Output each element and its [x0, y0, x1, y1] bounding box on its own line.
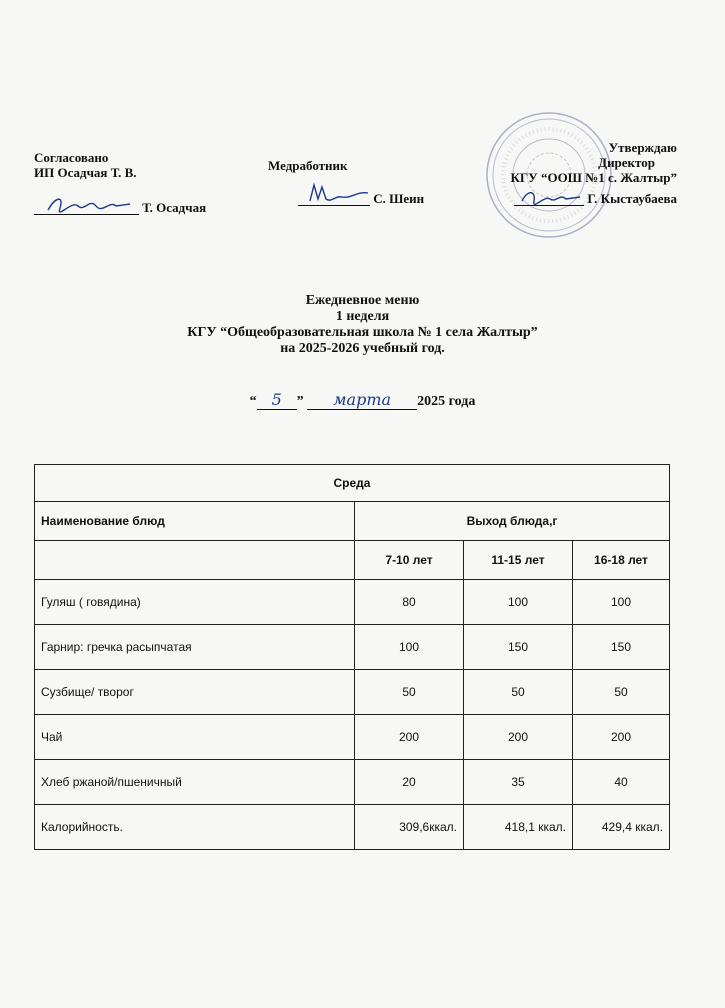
dish-name: Гарнир: гречка расыпчатая [35, 625, 355, 670]
medworker-label: Медработник [268, 158, 348, 173]
approved-signature-icon [518, 187, 584, 207]
dish-value: 80 [355, 580, 464, 625]
dish-name: Калорийность. [35, 805, 355, 850]
approved-signature-line [514, 189, 584, 206]
agreed-signature-icon [38, 194, 138, 216]
approved-signer-name: Г. Кыстаубаева [587, 191, 677, 206]
calorie-value: 418,1 ккал. [464, 805, 573, 850]
dish-value: 200 [355, 715, 464, 760]
date-close-quote: ” [296, 394, 304, 409]
approved-org: КГУ “ООШ №1 с. Жалтыр” [510, 170, 677, 185]
menu-table [34, 464, 670, 850]
dish-name: Гуляш ( говядина) [35, 580, 355, 625]
dish-value: 100 [355, 625, 464, 670]
table-row [35, 760, 670, 805]
table-header-row [35, 502, 670, 541]
table-row [35, 715, 670, 760]
date-suffix: 2025 года [417, 394, 476, 409]
weekday-cell: Среда [35, 465, 670, 502]
approved-block [455, 140, 677, 206]
menu-date [0, 390, 725, 410]
date-month: марта [307, 390, 417, 410]
menu-title: Ежедневное меню [305, 293, 420, 308]
approved-label: Утверждаю [608, 140, 677, 155]
dish-value: 40 [573, 760, 670, 805]
age-header: 7-10 лет [355, 541, 464, 580]
age-header: 16-18 лет [573, 541, 670, 580]
date-open-quote: “ [249, 394, 257, 409]
dish-value: 100 [573, 580, 670, 625]
agreed-org: ИП Осадчая Т. В. [34, 165, 137, 180]
table-row [35, 805, 670, 850]
dish-value: 35 [464, 760, 573, 805]
dish-header: Наименование блюд [35, 502, 355, 541]
date-day: 5 [257, 390, 297, 410]
agreed-label: Согласовано [34, 150, 109, 165]
dish-value: 50 [464, 670, 573, 715]
dish-name: Сузбище/ творог [35, 670, 355, 715]
menu-week: 1 неделя [335, 309, 390, 324]
approved-position: Директор [598, 155, 655, 170]
dish-value: 200 [573, 715, 670, 760]
calorie-value: 309,6ккал. [355, 805, 464, 850]
dish-value: 50 [355, 670, 464, 715]
table-row [35, 670, 670, 715]
age-blank-cell [35, 541, 355, 580]
menu-heading [0, 293, 725, 357]
dish-value: 50 [573, 670, 670, 715]
medworker-block [268, 158, 424, 206]
dish-value: 150 [464, 625, 573, 670]
table-row [35, 625, 670, 670]
calorie-value: 429,4 ккал. [573, 805, 670, 850]
age-row [35, 541, 670, 580]
table-title-row [35, 465, 670, 502]
agreed-signature-line [34, 198, 139, 215]
medworker-signature-icon [302, 181, 372, 207]
age-header: 11-15 лет [464, 541, 573, 580]
dish-value: 100 [464, 580, 573, 625]
dish-name: Хлеб ржаной/пшеничный [35, 760, 355, 805]
dish-name: Чай [35, 715, 355, 760]
dish-value: 200 [464, 715, 573, 760]
agreed-block [34, 150, 206, 215]
dish-value: 20 [355, 760, 464, 805]
table-row [35, 580, 670, 625]
menu-school: КГУ “Общеобразовательная школа № 1 села Жалтыр” [187, 325, 538, 340]
output-header: Выход блюда,г [355, 502, 670, 541]
menu-year: на 2025-2026 учебный год. [280, 341, 445, 356]
dish-value: 150 [573, 625, 670, 670]
medworker-name: С. Шеин [373, 191, 425, 206]
agreed-signer-name: Т. Осадчая [142, 200, 207, 215]
medworker-signature-line [298, 189, 370, 206]
